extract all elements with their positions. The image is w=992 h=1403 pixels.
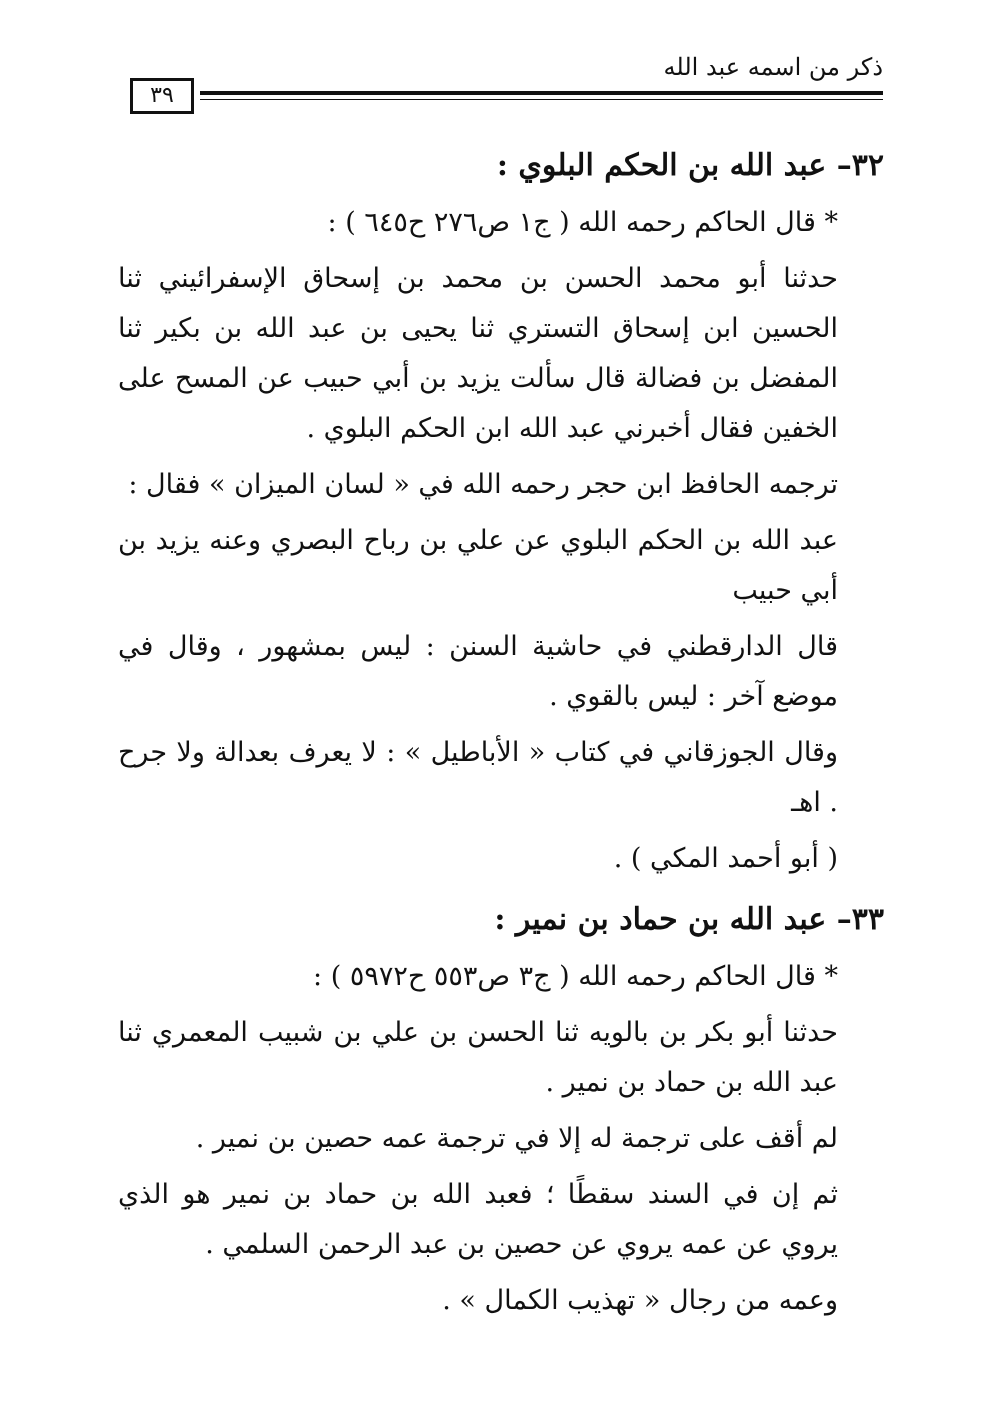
entry-heading: ٣٢– عبد الله بن الحكم البلوي : [496,148,884,183]
page-body [118,140,884,1332]
paragraph: قال الدارقطني في حاشية السنن : ليس بمشهور ، وقال في موضع آخر : ليس بالقوي . [118,631,838,712]
page-number-box [130,78,194,114]
paragraph: وقال الجوزقاني في كتاب « الأباطيل » : لا يعرف بعدالة ولا جرح . اهـ [118,737,838,818]
running-title: ذكر من اسمه عبد الله [663,53,883,81]
paragraph: عبد الله بن الحكم البلوي عن علي بن رباح البصري وعنه يزيد بن أبي حبيب [118,525,838,606]
source-line: * قال الحاكم رحمه الله ( ج٣ ص٥٥٣ ح٥٩٧٢ ) : [313,961,838,992]
paragraph: حدثنا أبو بكر بن بالويه ثنا الحسن بن علي بن شبيب المعمري ثنا عبد الله بن حماد بن نمير . [118,1017,838,1098]
paragraph: وعمه من رجال « تهذيب الكمال » . [442,1285,838,1316]
header-rule-thin [200,99,883,100]
page-header [130,52,883,116]
paragraph: ( أبو أحمد المكي ) . [613,843,838,874]
paragraph: ثم إن في السند سقطًا ؛ فعبد الله بن حماد بن نمير هو الذي يروي عن عمه يروي عن حصين بن عبد الرحمن السلمي . [118,1179,838,1260]
paragraph: حدثنا أبو محمد الحسن بن محمد بن إسحاق الإسفرائيني ثنا الحسين ابن إسحاق التستري ثنا يحيى بن عبد الله بن بكير ثنا المفضل بن فضالة قال سألت يزيد بن أبي حبيب عن المسح على الخفين فقال أخبرني عبد الله ابن الحكم البلوي . [118,263,838,444]
header-rule-thick [200,91,883,95]
source-line: * قال الحاكم رحمه الله ( ج١ ص٢٧٦ ح٦٤٥ ) : [327,207,838,238]
paragraph: ترجمه الحافظ ابن حجر رحمه الله في « لسان الميزان » فقال : [128,469,838,500]
paragraph: لم أقف على ترجمة له إلا في ترجمة عمه حصين بن نمير . [195,1123,838,1154]
entry-heading: ٣٣– عبد الله بن حماد بن نمير : [494,902,884,937]
page-number: ٣٩ [150,83,174,108]
